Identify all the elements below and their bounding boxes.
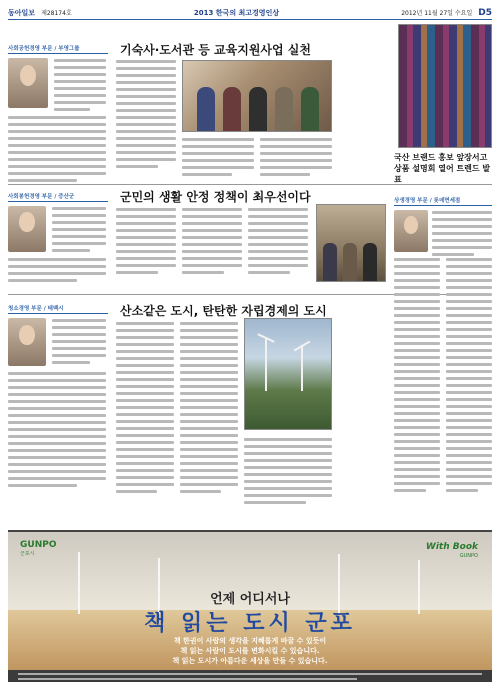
- article-headline: 군민의 생활 안정 정책이 최우선이다: [120, 190, 311, 204]
- page-header: [8, 6, 492, 20]
- divider: [8, 184, 492, 185]
- ceo-portrait: [394, 210, 428, 252]
- article-photo-ceremony: [182, 60, 332, 132]
- article-lotte: [8, 186, 492, 526]
- gunpo-advertisement: [8, 530, 492, 682]
- page-number: D5: [478, 7, 492, 18]
- ad-copy-line: 책 읽는 도시가 아름다운 세상을 만들 수 있습니다.: [172, 657, 328, 665]
- section-title: 2013 한국의 최고경영인상: [193, 8, 280, 17]
- ad-brand: GUNPO: [20, 540, 57, 550]
- article-body-col: [394, 258, 440, 496]
- article-section-label: 사회봉헌경영 부문 / 증산군: [8, 192, 108, 202]
- article-body-col: [182, 138, 254, 180]
- article-headline: 산소같은 도시, 탄탄한 자립경제의 도시: [120, 304, 327, 318]
- article-photo-handbags: [398, 24, 492, 148]
- article-section-label: 상생경영 부문 / 롯데면세점: [394, 196, 492, 206]
- article-body-col: [54, 59, 106, 115]
- ad-brand-sub: 군포시: [20, 551, 35, 557]
- article-body-col: [446, 258, 492, 496]
- issue-date: 2012년 11월 27일 수요일: [401, 10, 473, 17]
- ad-side-brand: With Book: [425, 542, 478, 552]
- article-body-col: [432, 211, 492, 260]
- article-section-label: 청소경영 부문 / 태백시: [8, 304, 108, 314]
- article-body-col: [116, 60, 176, 172]
- ad-side-brand-sub: GUNPO: [459, 553, 478, 559]
- ad-tagline: 언제 어디서나: [210, 592, 290, 607]
- article-bueong: [8, 24, 492, 182]
- article-headline: 기숙사·도서관 등 교육지원사업 실천: [120, 43, 311, 57]
- newspaper-logo: 동아일보: [8, 8, 36, 17]
- article-subhead: 국산 브랜드 홍보 앞장서고 상품 설명회 열어 트렌드 발표: [394, 153, 491, 184]
- ad-slogan: 책 읽는 도시 군포: [144, 611, 356, 636]
- ad-copy-line: 책 읽는 사람이 도시를 변화시킬 수 있습니다.: [180, 647, 320, 655]
- ad-footer: [8, 670, 492, 682]
- article-section-label: 사회공헌경영 부문 / 부영그룹: [8, 44, 108, 54]
- ceo-portrait: [8, 58, 48, 108]
- ad-copy-line: 책 한권이 사람의 생각을 지혜롭게 바꿀 수 있듯이: [173, 637, 327, 645]
- article-body-col: [8, 116, 106, 186]
- article-body-col: [260, 138, 332, 180]
- edition-number: 제28174호: [41, 10, 72, 17]
